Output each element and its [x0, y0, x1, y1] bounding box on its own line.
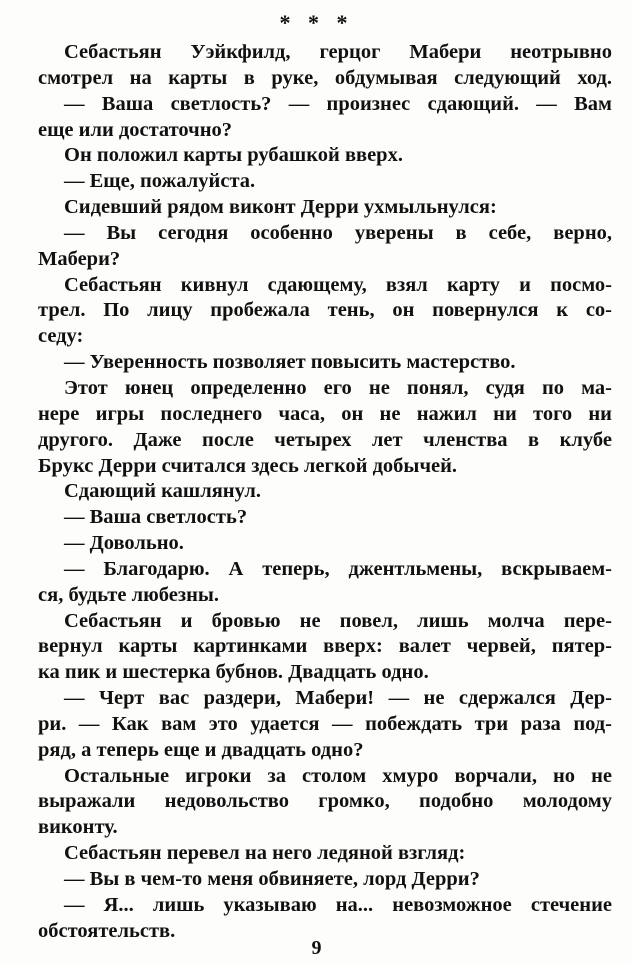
text-line: — Довольно.	[64, 532, 184, 555]
text-line: — Благодарю. А теперь, джентльмены, вскрываем-	[64, 557, 612, 580]
text-line: виконту.	[38, 816, 118, 839]
text-line: обстоятельств.	[38, 919, 176, 942]
text-line: — Еще, пожалуйста.	[64, 170, 256, 193]
text-line: Остальные игроки за столом хмуро ворчали, но не	[64, 764, 612, 787]
text-line: ка пик и шестерка бубнов. Двадцать одно.	[38, 661, 429, 684]
text-line: ряд, а теперь еще и двадцать одно?	[38, 738, 364, 761]
text-line: смотрел на карты в руке, обдумывая следующий ход.	[38, 66, 612, 89]
text-line: — Вы сегодня особенно уверены в себе, верно,	[64, 221, 612, 244]
text-line: нере игры последнего часа, он не нажил ни того ни	[38, 402, 612, 425]
text-line: Этот юнец определенно его не понял, судя по ма-	[64, 376, 612, 399]
text-line: ся, будьте любезны.	[38, 583, 220, 606]
text-line: Брукс Дерри считался здесь легкой добычей.	[38, 454, 458, 477]
text-line: — Ваша светлость?	[64, 506, 248, 529]
text-line: Себастьян перевел на него ледяной взгляд:	[64, 842, 466, 865]
section-separator: * * *	[279, 10, 354, 35]
text-line: — Ваша светлость? — произнес сдающий. — Вам	[64, 92, 612, 115]
text-line: еще или достаточно?	[38, 118, 233, 141]
text-line: — Черт вас раздери, Мабери! — не сдержался Дер-	[64, 687, 612, 710]
text-line: Сдающий кашлянул.	[64, 480, 261, 503]
text-line: трел. По лицу пробежала тень, он повернулся к со-	[38, 299, 612, 322]
text-line: Сидевший рядом виконт Дерри ухмыльнулся:	[64, 196, 497, 219]
text-line: ри. — Как вам это удается — побеждать три раза под-	[38, 712, 612, 735]
text-line: Он положил карты рубашкой вверх.	[64, 144, 403, 167]
text-line: выражали недовольство громко, подобно молодому	[38, 790, 612, 813]
text-line: Себастьян Уэйкфилд, герцог Мабери неотрывно	[64, 41, 612, 63]
text-line: другого. Даже после четырех лет членства в клубе	[38, 428, 612, 451]
text-line: Мабери?	[38, 247, 121, 270]
body-text	[38, 40, 612, 945]
text-line: — Я... лишь указываю на... невозможное стечение	[64, 893, 612, 916]
text-line: Себастьян и бровью не повел, лишь молча пере-	[64, 609, 612, 632]
text-line: Себастьян кивнул сдающему, взял карту и посмо-	[64, 273, 612, 296]
text-line: вернул карты картинками вверх: валет червей, пятер-	[38, 635, 612, 658]
text-line: седу:	[38, 325, 84, 348]
text-line: — Уверенность позволяет повысить мастерство.	[64, 351, 516, 374]
text-line: — Вы в чем-то меня обвиняете, лорд Дерри?	[64, 868, 480, 890]
page-number: 9	[311, 937, 322, 959]
